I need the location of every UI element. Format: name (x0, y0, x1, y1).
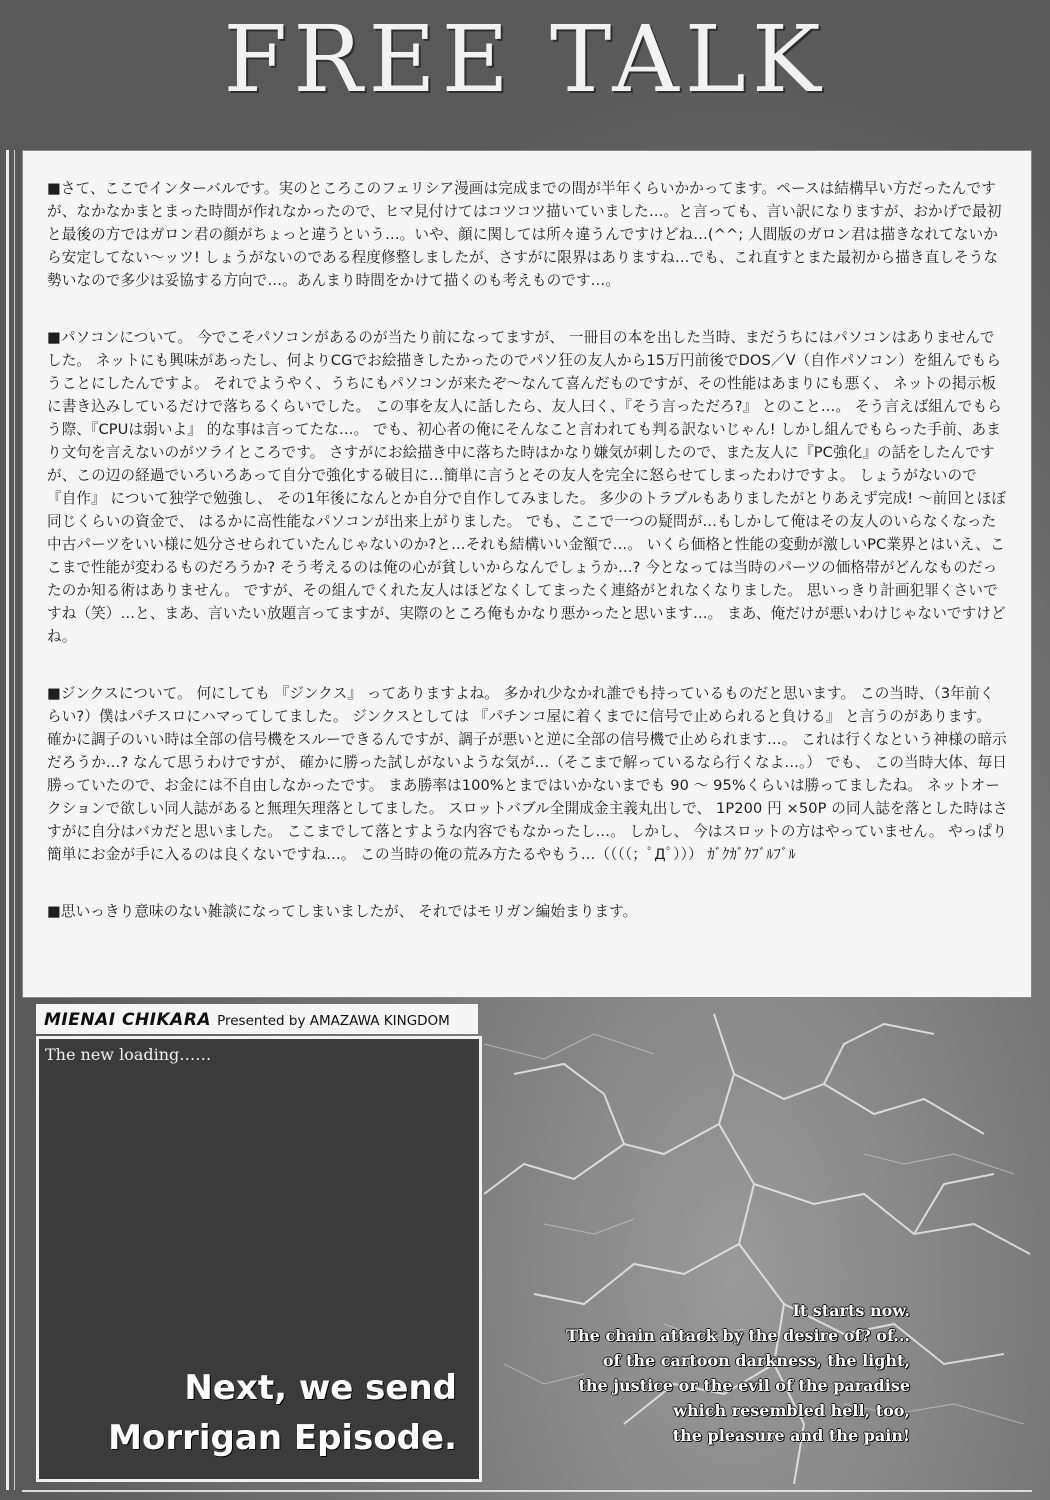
presented-by: Presented by AMAZAWA KINGDOM (217, 1013, 450, 1029)
left-border-rule-inner (14, 150, 15, 1490)
free-talk-panel (22, 150, 1032, 998)
next-episode-box (36, 1036, 482, 1482)
tagline-line: The chain attack by the desire of? of... (566, 1326, 910, 1345)
next-line-2: Morrigan Episode. (108, 1418, 457, 1458)
next-episode-text (108, 1363, 457, 1463)
tagline-line: of the cartoon darkness, the light, (602, 1351, 910, 1370)
left-border-rule (6, 150, 9, 1490)
paragraph-interval: ■さて、ここでインターバルです。実のところこのフェリシア漫画は完成までの間が半年くらいかかってます。ペースは結構早い方だったんですが、なかなかまとまった時間が作れなかったので、ヒマ見付けてはコツコツ描いていました…。と言っても、言い訳になりますが、おかげで最初と最後の方ではガロン君の顔がちょっと違うという…。いや、顔に関しては所々違うんですけどね…(^^; 人間版のガロン君は描きなれてないから安定してない～ッツ! しょうがないのである程度修整しましたが、さすがに限界はありますね…でも、これ直すとまた最初から描き直しそうな勢いなので多少は妥協する方向で…。あんまり時間をかけて描くのも考えものです…。 (47, 180, 1002, 289)
page-title: FREE TALK (223, 6, 827, 113)
tagline-line: the justice or the evil of the paradise (578, 1376, 910, 1395)
circle-name: MIENAI CHIKARA (44, 1010, 212, 1030)
credit-line (44, 1010, 450, 1034)
tagline-line: It starts now. (792, 1301, 910, 1320)
paragraph-closing: ■思いっきり意味のない雑談になってしまいましたが、 それではモリガン編始まります。 (47, 903, 638, 920)
tagline-line: the pleasure and the pain! (672, 1426, 910, 1445)
bottom-border-rule (22, 1490, 1032, 1492)
loading-label: The new loading…… (45, 1045, 212, 1064)
english-tagline (566, 1298, 910, 1448)
paragraph-pc: ■パソコンについて。 今でこそパソコンがあるのが当たり前になってますが、 一冊目の本を出した当時、まだうちにはパソコンはありませんでした。 ネットにも興味があったし、何よりCGでお絵描きしたかったのでパソ狂の友人から15万円前後でDOS／V（自作パソコン）を組んでもらうことにしたんですよ。 それでようやく、うちにもパソコンが来たぞ～なんて喜んだものですが、その性能はあまりにも悪く、 ネットの掲示板に書き込みしているだけで落ちるくらいでした。 この事を友人に話したら、友人曰く、『そう言っただろ?』 とのこと…。 そう言えば組んでもらう際、『CPUは弱いよ』 的な事は言ってたな…。 でも、初心者の俺にそんなこと言われても判る訳ないじゃん! しかし組んでもらった手前、あまり文句を言えないのがツライところです。 さすがにお絵描き中に落ちた時はかなり嫌気が刺したので、また友人に『PC強化』の話をしたんですが、この辺の経過でいろいろあって自分で強化する破目に…簡単に言うとその友人を完全に怒らせてしまったわけですよ。 しょうがないので 『自作』 について独学で勉強し、 その1年後になんとか自分で自作してみました。 多少のトラブルもありましたがとりあえず完成! ～前回とほぼ同じくらいの資金で、 はるかに高性能なパソコンが出来上がりました。 でも、ここで一つの疑問が…もしかして俺はその友人のいらなくなった中古パーツをいい様に処分させられていたんじゃないのか?と…それも結構いい金額で…。 いくら価格と性能の変動が激しいPC業界とはいえ、ここまで性能が変わるものだろうか? そう考えるのは俺の心が貧しいからなんでしょうか…? 今となっては当時のパーツの価格帯がどんなものだったのか知る術はありません。 ですが、その組んでくれた友人はほどなくしてまったく連絡がとれなくなりました。 思いっきり計画犯罪くさいですね（笑）…と、まあ、言いたい放題言ってますが、実際のところ俺もかなり悪かったと思います…。 まあ、俺だけが悪いわけじゃないですけどね。 (47, 329, 1007, 645)
next-line-1: Next, we send (184, 1368, 457, 1408)
tagline-line: which resembled hell, too, (673, 1401, 910, 1420)
paragraph-jinx: ■ジンクスについて。 何にしても 『ジンクス』 ってありますよね。 多かれ少なかれ誰でも持っているものだと思います。 この当時、（3年前くらい?）僕はパチスロにハマってしてました。 ジンクスとしては 『パチンコ屋に着くまでに信号で止められると負ける』 と言うのがあります。 確かに調子のいい時は全部の信号機をスルーできるんですが、調子が悪いと逆に全部の信号機で止められます…。 これは行くなという神様の暗示だろうか…? なんて思うわけですが、 確かに勝った試しがないような気が…（そこまで解っているなら行くなよ…。） でも、 この当時大体、毎日勝っていたので、お金には不自由しなかったです。 まあ勝率は100%とまではいかないまでも 90 ～ 95%くらいは勝ってましたね。 ネットオークションで欲しい同人誌があると無理矢理落としてました。 スロットバブル全開成金主義丸出しで、 1P200 円 ×50P の同人誌を落とした時はさすがに自分はバカだと思いました。 ここまでして落とすような内容でもなかったし…。 しかし、 今はスロットの方はやっていません。 やっぱり簡単にお金が手に入るのは良くないですね…。 この当時の俺の荒み方たるやもう…（（（（；ﾟДﾟ））） ｶﾞｸｶﾞｸﾌﾞﾙﾌﾞﾙ (47, 685, 1008, 863)
